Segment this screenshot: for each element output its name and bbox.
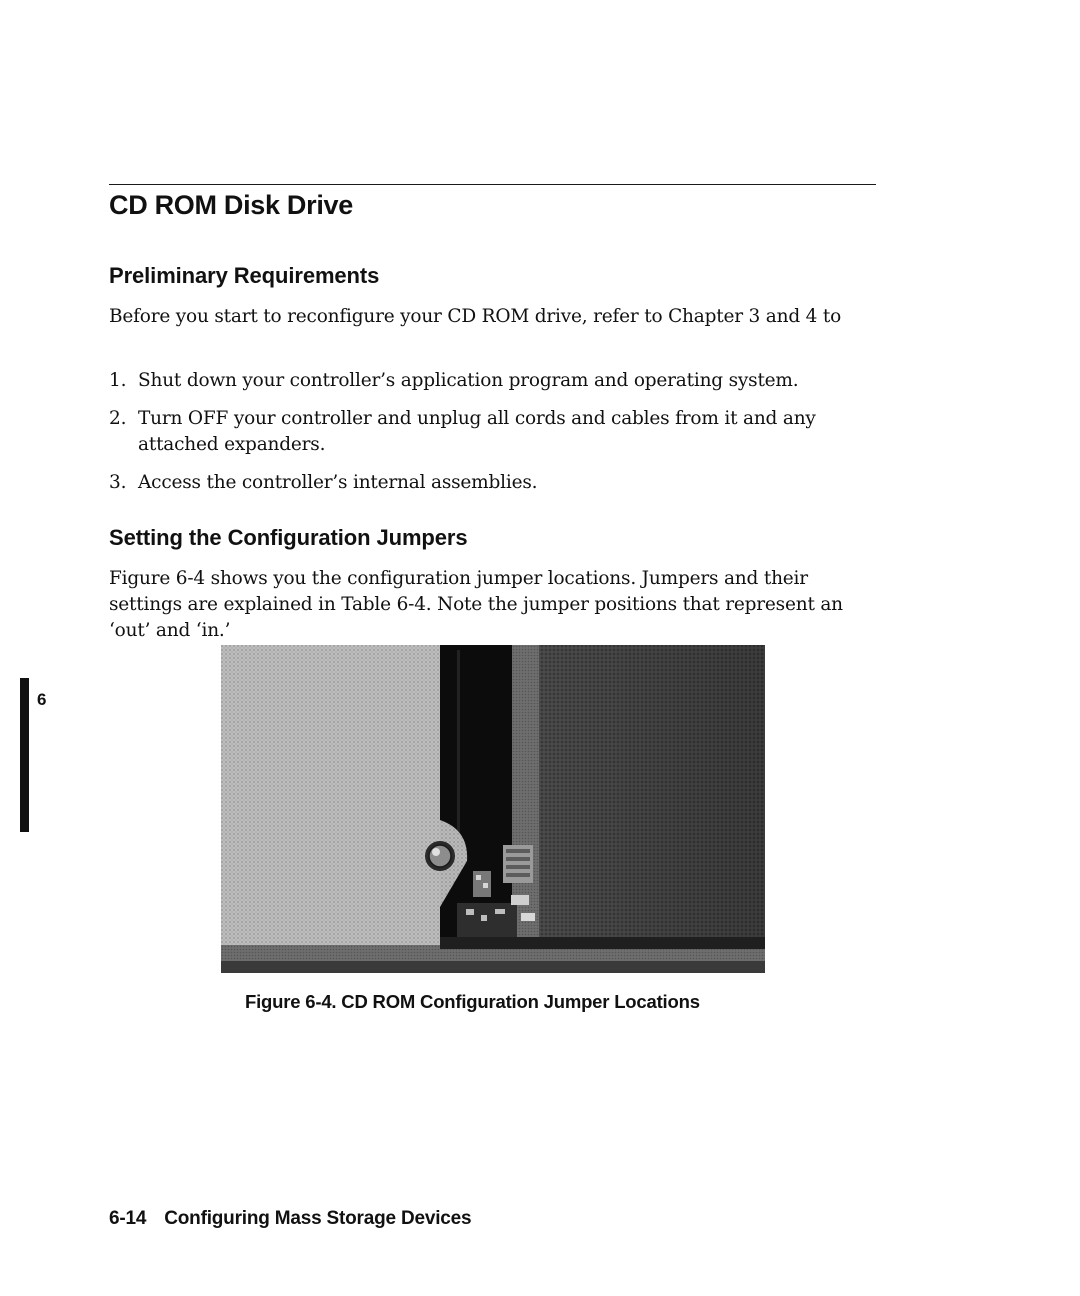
page-footer — [109, 1208, 471, 1230]
list-item-text: Access the controller’s internal assemblies. — [138, 472, 538, 493]
list-item-number: 2. — [109, 408, 127, 429]
list-item-number: 1. — [109, 370, 127, 391]
list-item-number: 3. — [109, 472, 127, 493]
figure-caption: Figure 6-4. CD ROM Configuration Jumper Locations — [245, 991, 700, 1012]
section-rule — [109, 184, 876, 185]
footer-chapter-title: Configuring Mass Storage Devices — [164, 1208, 472, 1229]
jumper-photo-illustration — [221, 645, 765, 973]
preliminary-intro: Before you start to reconfigure your CD ROM drive, refer to Chapter 3 and 4 to — [109, 306, 842, 327]
list-item-text: Turn OFF your controller and unplug all cords and cables from it and any attached expanders. — [138, 408, 816, 455]
chapter-tab-bar — [20, 678, 29, 832]
list-item — [109, 470, 859, 496]
footer-page-number: 6-14 — [109, 1208, 147, 1229]
jumper-photo — [221, 645, 765, 973]
section-title: CD ROM Disk Drive — [109, 190, 353, 220]
list-item — [109, 368, 859, 394]
jumpers-paragraph: Figure 6-4 shows you the configuration jumper locations. Jumpers and their settings are explained in Table 6-4. Note the jumper positions that represent an ‘out’ and ‘in.’ — [109, 568, 843, 641]
chapter-tab-number: 6 — [37, 690, 47, 709]
list-item — [109, 406, 859, 458]
preliminary-heading: Preliminary Requirements — [109, 263, 380, 288]
list-item-text: Shut down your controller’s application program and operating system. — [138, 370, 799, 391]
jumpers-heading: Setting the Configuration Jumpers — [109, 525, 468, 550]
